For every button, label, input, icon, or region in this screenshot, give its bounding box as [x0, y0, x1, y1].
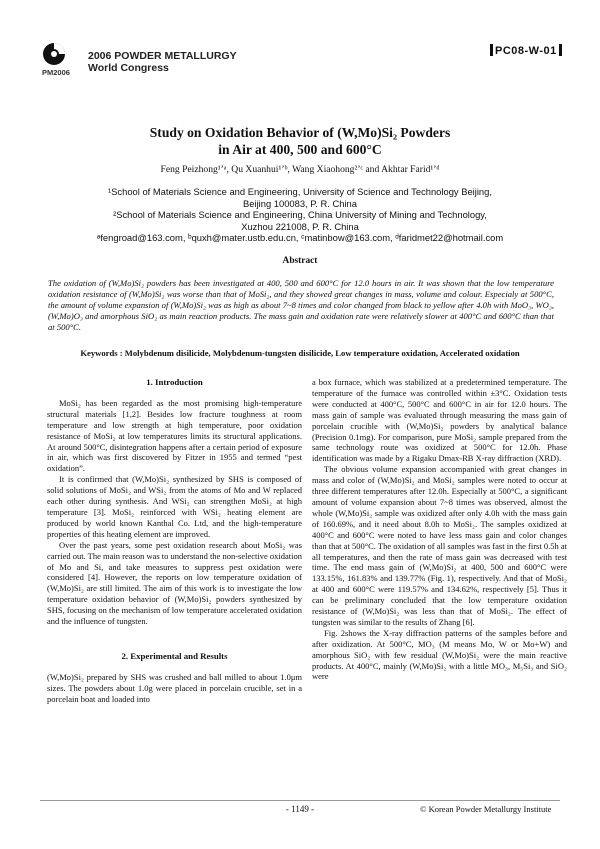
- affiliation-line: ²School of Materials Science and Engineering, China University of Mining and Technology,: [113, 209, 487, 221]
- paper-title: [0, 124, 600, 158]
- copyright-notice: © Korean Powder Metallurgy Institute: [420, 804, 552, 814]
- logo-text: PM2006: [42, 68, 70, 77]
- paragraph: MoSi₂ has been regarded as the most promising high-temperature structural materials [1,2]. Besides low fracture toughness at room temperature and low strength at high temperature, poor oxidation resistance of MoSi₂ at low temperatures limits its structural applications. At around 500°C, disintegration happens after a certain period of exposure in air, which was first discovered by Fitzer in 1955 and termed “pest oxidation”.: [47, 397, 302, 474]
- conference-name-line: World Congress: [88, 62, 169, 74]
- paragraph: Over the past years, some pest oxidation research about MoSi₂ was carried out. The main reason was to understand the non-selective oxidation of Mo and Si, and take measures to suppress pest oxidation were considered [4]. However, the reports on low temperature oxidation of (W,Mo)Si₂ are still limited. The aim of this work is to investigate the low temperature oxidation behavior of (W,Mo)Si₂ powders synthesized by SHS, focusing on the mechanism of low temperature accelerated oxidation and the influence of tungsten.: [47, 539, 302, 627]
- conference-logo: [40, 40, 80, 84]
- paragraph: (W,Mo)Si₂ prepared by SHS was crushed and ball milled to about 1.0μm sizes. The powders about 1.0g were placed in porcelain crucible, set in a porcelain boat and loaded into: [47, 671, 302, 704]
- paper-code: PC08-W-01: [495, 45, 557, 57]
- paper-code-badge: [488, 44, 564, 57]
- page-number: - 1149 -: [285, 804, 315, 814]
- section-heading-experimental: 2. Experimental and Results: [121, 650, 228, 661]
- conference-name-line: 2006 POWDER METALLURGY: [88, 50, 237, 62]
- abstract-text: The oxidation of (W,Mo)Si₂ powders has been investigated at 400, 500 and 600°C for 12.0 hours in air. It was shown that the low temperature oxidation resistance of (W,Mo)Si₂ was worse than that of MoSi₂, and they showed great changes in mass, volume and colour. Especialy at 500°C, the amount of volume expansion of (W,Mo)Si₂ was as high as about 7~8 times and color changed from black to yellow after 4.0h with MoO₃, WO₃, (W,Mo)O₃ and amorphous SiO₂ as main reaction products. The mass gain and oxidation rate were relatively slower at 400°C and 600°C than that at 500°C.: [48, 278, 554, 332]
- abstract-heading: Abstract: [282, 256, 318, 266]
- right-column: [312, 377, 567, 682]
- affiliation-line: Beijing 100083, P. R. China: [243, 197, 357, 209]
- bar-decoration: [559, 44, 562, 56]
- affiliation-line: Xuzhou 221008, P. R. China: [241, 220, 359, 232]
- keywords: Keywords : Molybdenum disilicide, Molybdenum-tungsten disilicide, Low temperature oxidation, Accelerated oxidation: [80, 348, 520, 358]
- paragraph: The obvious volume expansion accompanied with great changes in mass and color of (W,Mo)Si₂ and MoSi₂ samples were noted to occur at three different temperatures after 12.0h. Especially at 500°C, a significant amount of volume expansion about 7~8 times was observed, almost the whole (W,Mo)Si₂ sample was oxidized after only 4.0h with the mass gain of 160.69%, and it need about 8.0h to MoSi₂. The samples oxidized at 400°C and 600°C were noted to have less mass gain and color changes than that at 500°C. The oxidation of all samples was fast in the first 0.5h at all temperatures, and then the rate of mass gain was decreased with test time. The end mass gain of (W,Mo)Si₂ at 400, 500 and 600°C were 133.15%, 161.83% and 139.77% (Fig. 1), respectively. And that of MoSi₂ at 400 and 600°C were 119.57% and 134.62%, respectively [5]. Thus it can be preliminary concluded that the low temperature oxidation resistance of (W,Mo)Si₂ was less than that of MoSi₂. The effect of tungsten was similar to the results of Zhang [6].: [312, 464, 567, 627]
- left-column: [47, 377, 302, 705]
- author-list: Feng Peizhong¹ʼᵃ, Qu Xuanhui¹ʼᵇ, Wang Xiaohong²ʼᶜ and Akhtar Farid¹ʼᵈ: [160, 164, 440, 175]
- email-line: ᵃfengroad@163.com, ᵇquxh@mater.ustb.edu.cn, ᶜmatinbow@163.com, ᵈfaridmet22@hotmail.com: [96, 232, 504, 244]
- footer-divider: [40, 800, 560, 801]
- affiliation-line: ¹School of Materials Science and Engineering, University of Science and Technology Beijing,: [108, 186, 492, 197]
- swirl-logo-icon: [40, 40, 80, 84]
- paragraph: Fig. 2shows the X-ray diffraction patterns of the samples before and after oxidization. At 500°C, MO₃ (M means Mo, W or Mo+W) and amorphous SiO₂ with few residual (W,Mo)Si₂ were the main reactive products. At 400°C, mainly (W,Mo)Si₂ with a little MO₃, M₅Si₃ and SiO₂ were: [312, 627, 567, 682]
- title-line: Study on Oxidation Behavior of (W,Mo)Si₂ Powders: [149, 125, 451, 140]
- bar-decoration: [490, 44, 493, 56]
- section-heading-introduction: 1. Introduction: [146, 377, 203, 387]
- paragraph: It is confirmed that (W,Mo)Si₂ synthesized by SHS is composed of solid solutions of MoSi₂ and WSi₂ from the atoms of Mo and W replaced each other during synthesis. And WSi₂ can strengthen MoSi₂ at high temperature [3]. MoSi₂ reinforced with WSi₂ heating element are produced by world known Kanthal Co. Ltd, and the high-temperature properties of this heating element are improved.: [47, 474, 302, 539]
- section-spacer: [47, 627, 302, 651]
- affiliations: [0, 186, 600, 244]
- title-line: in Air at 400, 500 and 600°C: [218, 142, 382, 157]
- conference-name: [88, 50, 237, 74]
- paragraph: a box furnace, which was stabilized at a predetermined temperature. The temperature of the furnace was controlled within ±3°C. Oxidation tests were conducted at 400°C, 500°C and 600°C in air for 12.0 hours. The mass gain of sample was evaluated through measuring the mass gain of porcelain crucible with (W,Mo)Si₂ powders by analytical balance (Precision 0.1mg). For comparison, pure MoSi₂ sample prepared from the same technology route was oxidized at 500°C for 12.0h. Phase identification was made by a Rigaku Dmax-RB X-ray diffraction (XRD).: [312, 377, 567, 464]
